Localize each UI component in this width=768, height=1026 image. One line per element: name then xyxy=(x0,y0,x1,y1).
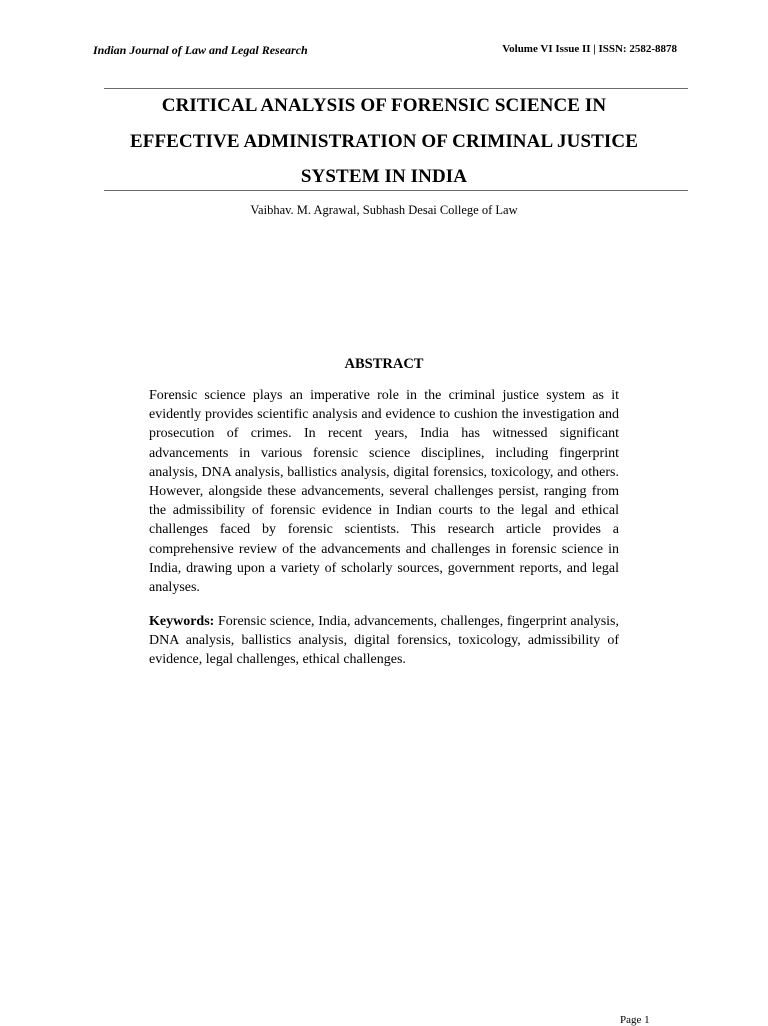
keywords-label: Keywords: xyxy=(149,614,215,629)
keywords-paragraph xyxy=(149,612,619,670)
page-number: Page 1 xyxy=(620,1014,650,1026)
title-line: EFFECTIVE ADMINISTRATION OF CRIMINAL JUSTICE xyxy=(130,130,638,152)
article-title xyxy=(96,88,672,195)
abstract-text: Forensic science plays an imperative role in the criminal justice system as it evidently provides scientific analysis and evidence to cushion the investigation and prosecution of crimes. In recent years, India has witnessed significant advancements in various forensic science disciplines, including fingerprint analysis, DNA analysis, ballistics analysis, digital forensics, toxicology, and others. However, alongside these advancements, several challenges persist, ranging from the admissibility of forensic evidence in Indian courts to the legal and ethical challenges faced by forensic scientists. This research article provides a comprehensive review of the advancements and challenges in forensic science in India, drawing upon a variety of scholarly sources, government reports, and legal analyses. xyxy=(149,388,619,596)
volume-issn: Volume VI Issue II | ISSN: 2582-8878 xyxy=(502,43,677,55)
title-line: CRITICAL ANALYSIS OF FORENSIC SCIENCE IN xyxy=(161,95,607,116)
journal-name: Indian Journal of Law and Legal Research xyxy=(93,43,308,57)
keywords-text: Forensic science, India, advancements, challenges, fingerprint analysis, DNA analysis, ballistics analysis, digital forensics, toxicology, admissibility of evidence, legal challenges, ethical challenges. xyxy=(149,614,619,668)
title-bottom-rule xyxy=(104,190,688,191)
title-line: SYSTEM IN INDIA xyxy=(300,166,468,187)
author-affiliation: Vaibhav. M. Agrawal, Subhash Desai College of Law xyxy=(250,203,518,217)
abstract-heading: ABSTRACT xyxy=(344,356,424,372)
